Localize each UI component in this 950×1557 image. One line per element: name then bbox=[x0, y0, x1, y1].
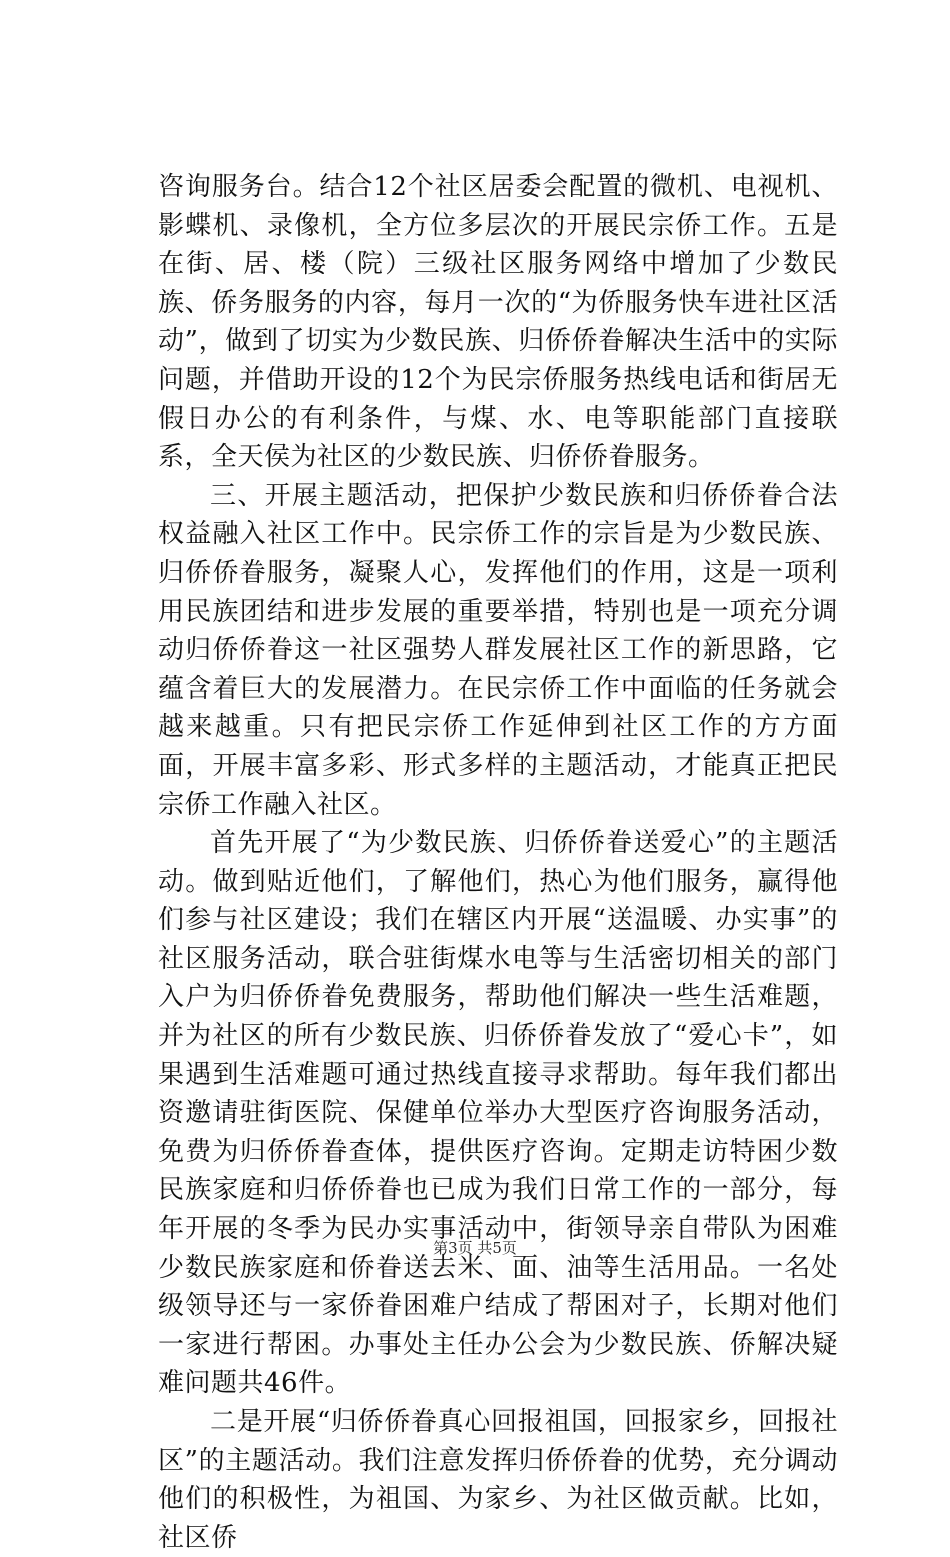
page-footer: 第3页 共5页 bbox=[433, 1239, 517, 1257]
body-text bbox=[158, 168, 838, 1557]
paragraph-2: 三、开展主题活动，把保护少数民族和归侨侨眷合法权益融入社区工作中。民宗侨工作的宗旨是为少数民族、归侨侨眷服务，凝聚人心，发挥他们的作用，这是一项利用民族团结和进步发展的重要举措，特别也是一项充分调动归侨侨眷这一社区强势人群发展社区工作的新思路，它蕴含着巨大的发展潜力。在民宗侨工作中面临的任务就会越来越重。只有把民宗侨工作延伸到社区工作的方方面面，开展丰富多彩、形式多样的主题活动，才能真正把民宗侨工作融入社区。 bbox=[158, 480, 838, 820]
paragraph-4: 二是开展“归侨侨眷真心回报祖国，回报家乡，回报社区”的主题活动。我们注意发挥归侨侨眷的优势，充分调动他们的积极性，为祖国、为家乡、为社区做贡献。比如，社区侨 bbox=[158, 1407, 838, 1553]
paragraph-1: 咨询服务台。结合12个社区居委会配置的微机、电视机、影蝶机、录像机，全方位多层次的开展民宗侨工作。五是在街、居、楼（院）三级社区服务网络中增加了少数民族、侨务服务的内容，每月一次的“为侨服务快车进社区活动”，做到了切实为少数民族、归侨侨眷解决生活中的实际问题，并借助开设的12个为民宗侨服务热线电话和街居无假日办公的有利条件，与煤、水、电等职能部门直接联系，全天侯为社区的少数民族、归侨侨眷服务。 bbox=[158, 172, 838, 473]
paragraph-3: 首先开展了“为少数民族、归侨侨眷送爱心”的主题活动。做到贴近他们，了解他们，热心为他们服务，赢得他们参与社区建设；我们在辖区内开展“送温暖、办实事”的社区服务活动，联合驻街煤水电等与生活密切相关的部门入户为归侨侨眷免费服务，帮助他们解决一些生活难题，并为社区的所有少数民族、归侨侨眷发放了“爱心卡”，如果遇到生活难题可通过热线直接寻求帮助。每年我们都出资邀请驻街医院、保健单位举办大型医疗咨询服务活动，免费为归侨侨眷查体，提供医疗咨询。定期走访特困少数民族家庭和归侨侨眷也已成为我们日常工作的一部分，每年开展的冬季为民办实事活动中，街领导亲自带队为困难少数民族家庭和侨眷送去米、面、油等生活用品。一名处级领导还与一家侨眷困难户结成了帮困对子，长期对他们一家进行帮困。办事处主任办公会为少数民族、侨解决疑难问题共46件。 bbox=[158, 828, 838, 1399]
